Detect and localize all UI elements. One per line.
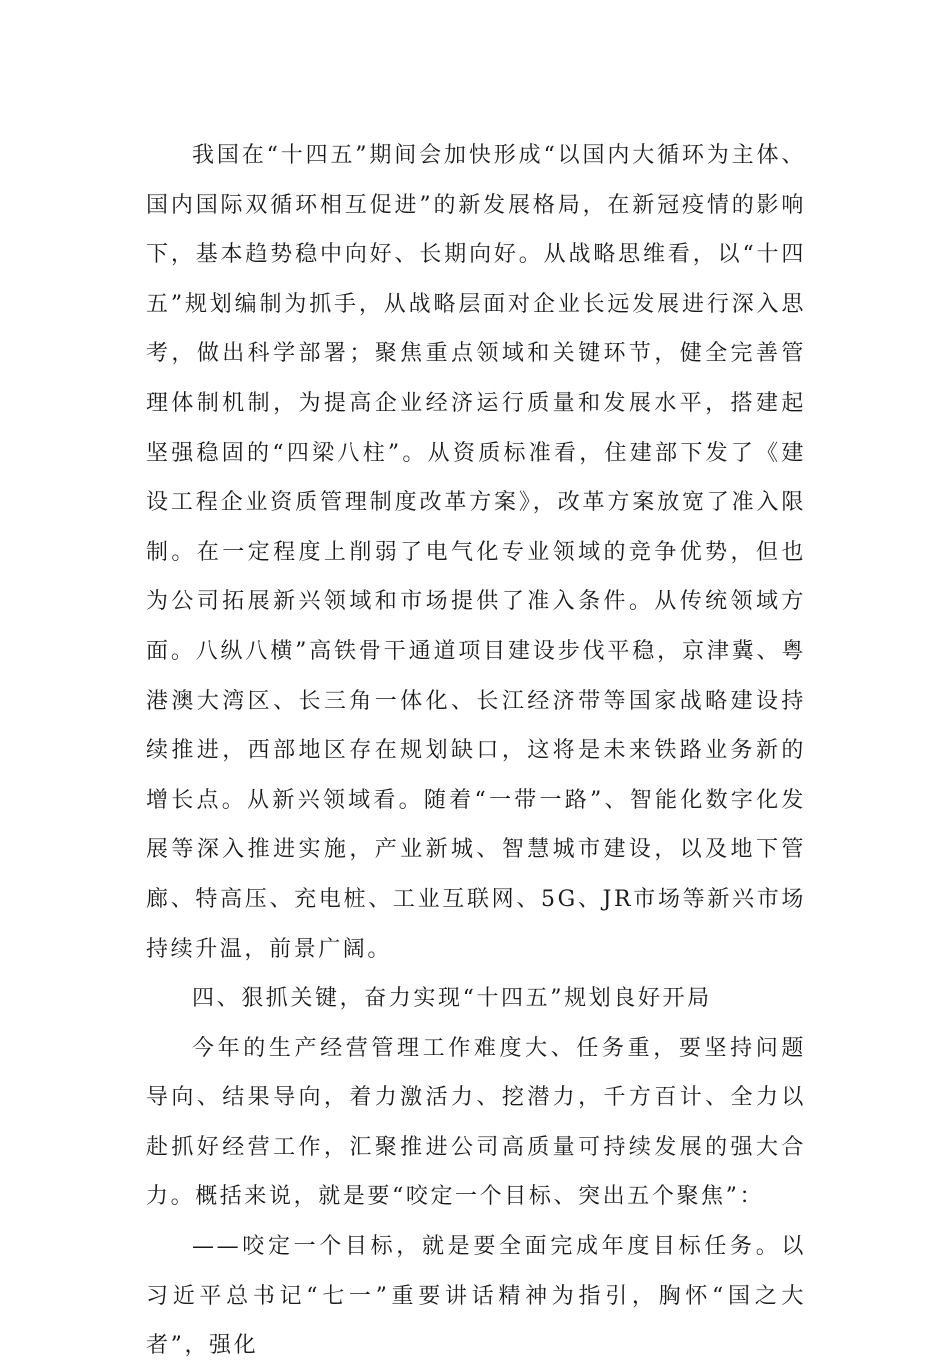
paragraph-tasks: 今年的生产经营管理工作难度大、任务重，要坚持问题导向、结果导向，着力激活力、挖潜力，千方百计、全力以赴抓好经营工作，汇聚推进公司高质量可持续发展的强大合力。概括来说，就是要“咬定一个目标、突出五个聚焦”： [146,1035,806,1210]
section-heading: 四、狠抓关键，奋力实现“十四五”规划良好开局 [192,986,712,1012]
document-body [146,131,806,1371]
paragraph-goal: ——咬定一个目标，就是要全面完成年度目标任务。以习近平总书记“七一”重要讲话精神为指引，胸怀“国之大者”，强化 [146,1234,806,1359]
paragraph-situation: 我国在“十四五”期间会加快形成“以国内大循环为主体、国内国际双循环相互促进”的新发展格局，在新冠疫情的影响下，基本趋势稳中向好、长期向好。从战略思维看，以“十四五”规划编制为抓手，从战略层面对企业长远发展进行深入思考，做出科学部署；聚焦重点领域和关键环节，健全完善管理体制机制，为提高企业经济运行质量和发展水平，搭建起坚强稳固的“四梁八柱”。从资质标准看，住建部下发了《建设工程企业资质管理制度改革方案》，改革方案放宽了准入限制。在一定程度上削弱了电气化专业领域的竞争优势，但也为公司拓展新兴领域和市场提供了准入条件。从传统领域方面。八纵八横”高铁骨干通道项目建设步伐平稳，京津冀、粤港澳大湾区、长三角一体化、长江经济带等国家战略建设持续推进，西部地区存在规划缺口，这将是未来铁路业务新的增长点。从新兴领域看。随着“一带一路”、智能化数字化发展等深入推进实施，产业新城、智慧城市建设，以及地下管廊、特高压、充电桩、工业互联网、5G、JR市场等新兴市场持续升温，前景广阔。 [146,143,806,962]
